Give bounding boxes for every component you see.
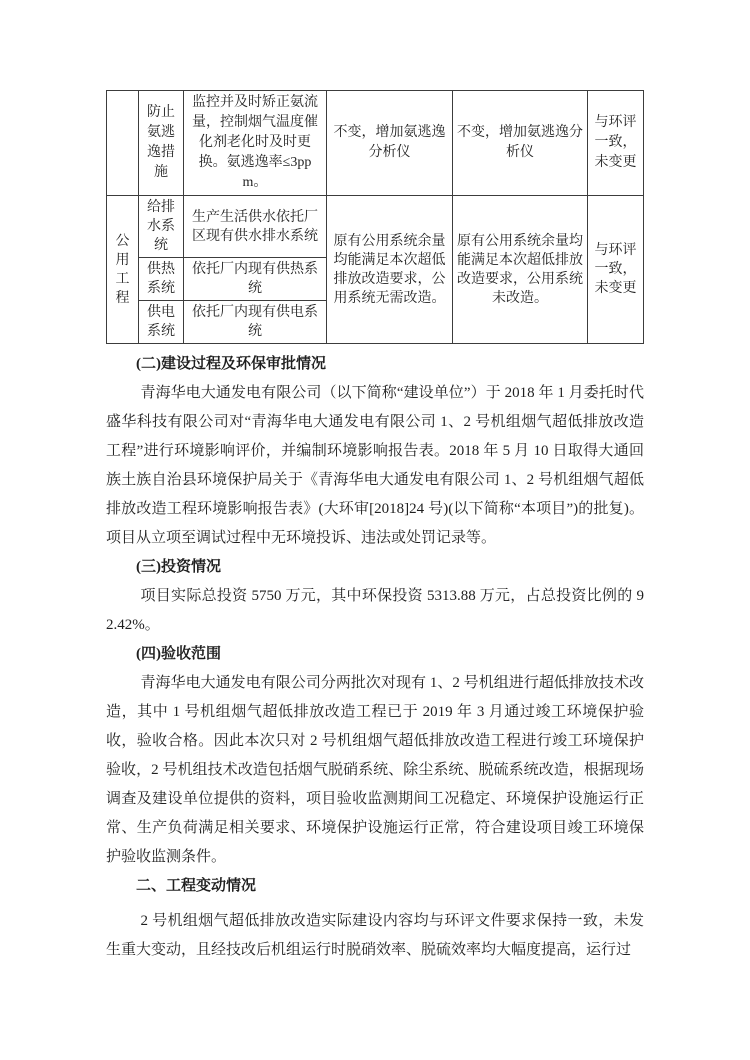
table-cell-system-name: 给排水系统 (139, 196, 184, 258)
document-content (106, 90, 644, 965)
table-cell-measure-detail: 监控并及时矫正氨流量，控制烟气温度催化剂老化时及时更换。氨逃逸率≤3ppm。 (184, 91, 327, 196)
table-cell-utility-right: 原有公用系统余量均能满足本次超低排放改造要求，公用系统未改造。 (453, 196, 588, 344)
section-construction-approval (106, 350, 644, 553)
table-cell-system-desc: 依托厂内现有供热系统 (184, 258, 327, 301)
section-acceptance-scope (106, 640, 644, 872)
table-row (107, 91, 644, 196)
paragraph-acceptance-scope: 青海华电大通发电有限公司分两批次对现有 1、2 号机组进行超低排放技术改造，其中 1 号机组烟气超低排放改造工程已于 2019 年 3 月通过竣工环境保护验收，验收合格。因此本次只对 2 号机组烟气超低排放改造工程进行竣工环境保护验收，2 号机组技术改造包括烟气脱硝系统、除尘系统、脱硫系统改造，根据现场调查及建设单位提供的资料，项目验收监测期间工况稳定、环境保护设施运行正常、生产负荷满足相关要求、环境保护设施运行正常，符合建设项目竣工环境保护验收监测条件。 (106, 675, 644, 865)
paragraph-approval: 青海华电大通发电有限公司（以下简称“建设单位”）于 2018 年 1 月委托时代盛华科技有限公司对“青海华电大通发电有限公司 1、2 号机组烟气超低排放改造工程”进行环境影响评价，并编制环境影响报告表。2018 年 5 月 10 日取得大通回族土族自治县环境保护局关于《青海华电大通发电有限公司 1、2 号机组烟气超低排放改造工程环境影响报告表》(大环审[2018]24 号)(以下简称“本项目”)的批复)。项目从立项至调试过程中无环境投诉、违法或处罚记录等。 (106, 385, 644, 546)
table-cell-category-utility: 公用工程 (107, 196, 139, 344)
table-cell-utility-conclusion: 与环评一致，未变更 (588, 196, 644, 344)
table-row (107, 196, 644, 258)
table-cell-change-left: 不变，增加氨逃逸分析仪 (327, 91, 453, 196)
section-heading-acceptance-scope: (四)验收范围 (136, 646, 221, 662)
summary-table (106, 90, 644, 344)
section-heading-approval: (二)建设过程及环保审批情况 (136, 356, 326, 372)
section-heading-project-changes: 二、工程变动情况 (136, 878, 257, 894)
table-cell-utility-left: 原有公用系统余量均能满足本次超低排放改造要求，公用系统无需改造。 (327, 196, 453, 344)
document-sections (106, 350, 644, 965)
section-heading-investment: (三)投资情况 (136, 559, 221, 575)
section-investment (106, 553, 644, 640)
table-cell-measure-name: 防止氨逃逸措施 (139, 91, 184, 196)
table-cell-system-name: 供热系统 (139, 258, 184, 301)
table-cell-system-name: 供电系统 (139, 301, 184, 344)
table-cell-category-empty (107, 91, 139, 196)
paragraph-investment: 项目实际总投资 5750 万元，其中环保投资 5313.88 万元，占总投资比例的 92.42%。 (106, 588, 644, 633)
table-cell-system-desc: 依托厂内现有供电系统 (184, 301, 327, 344)
table-cell-conclusion: 与环评一致，未变更 (588, 91, 644, 196)
table-cell-system-desc: 生产生活供水依托厂区现有供水排水系统 (184, 196, 327, 258)
table-cell-change-right: 不变，增加氨逃逸分析仪 (453, 91, 588, 196)
section-project-changes (106, 872, 644, 965)
paragraph-project-changes: 2 号机组烟气超低排放改造实际建设内容均与环评文件要求保持一致，未发生重大变动，且经技改后机组运行时脱硝效率、脱硫效率均大幅度提高，运行过 (106, 913, 644, 958)
